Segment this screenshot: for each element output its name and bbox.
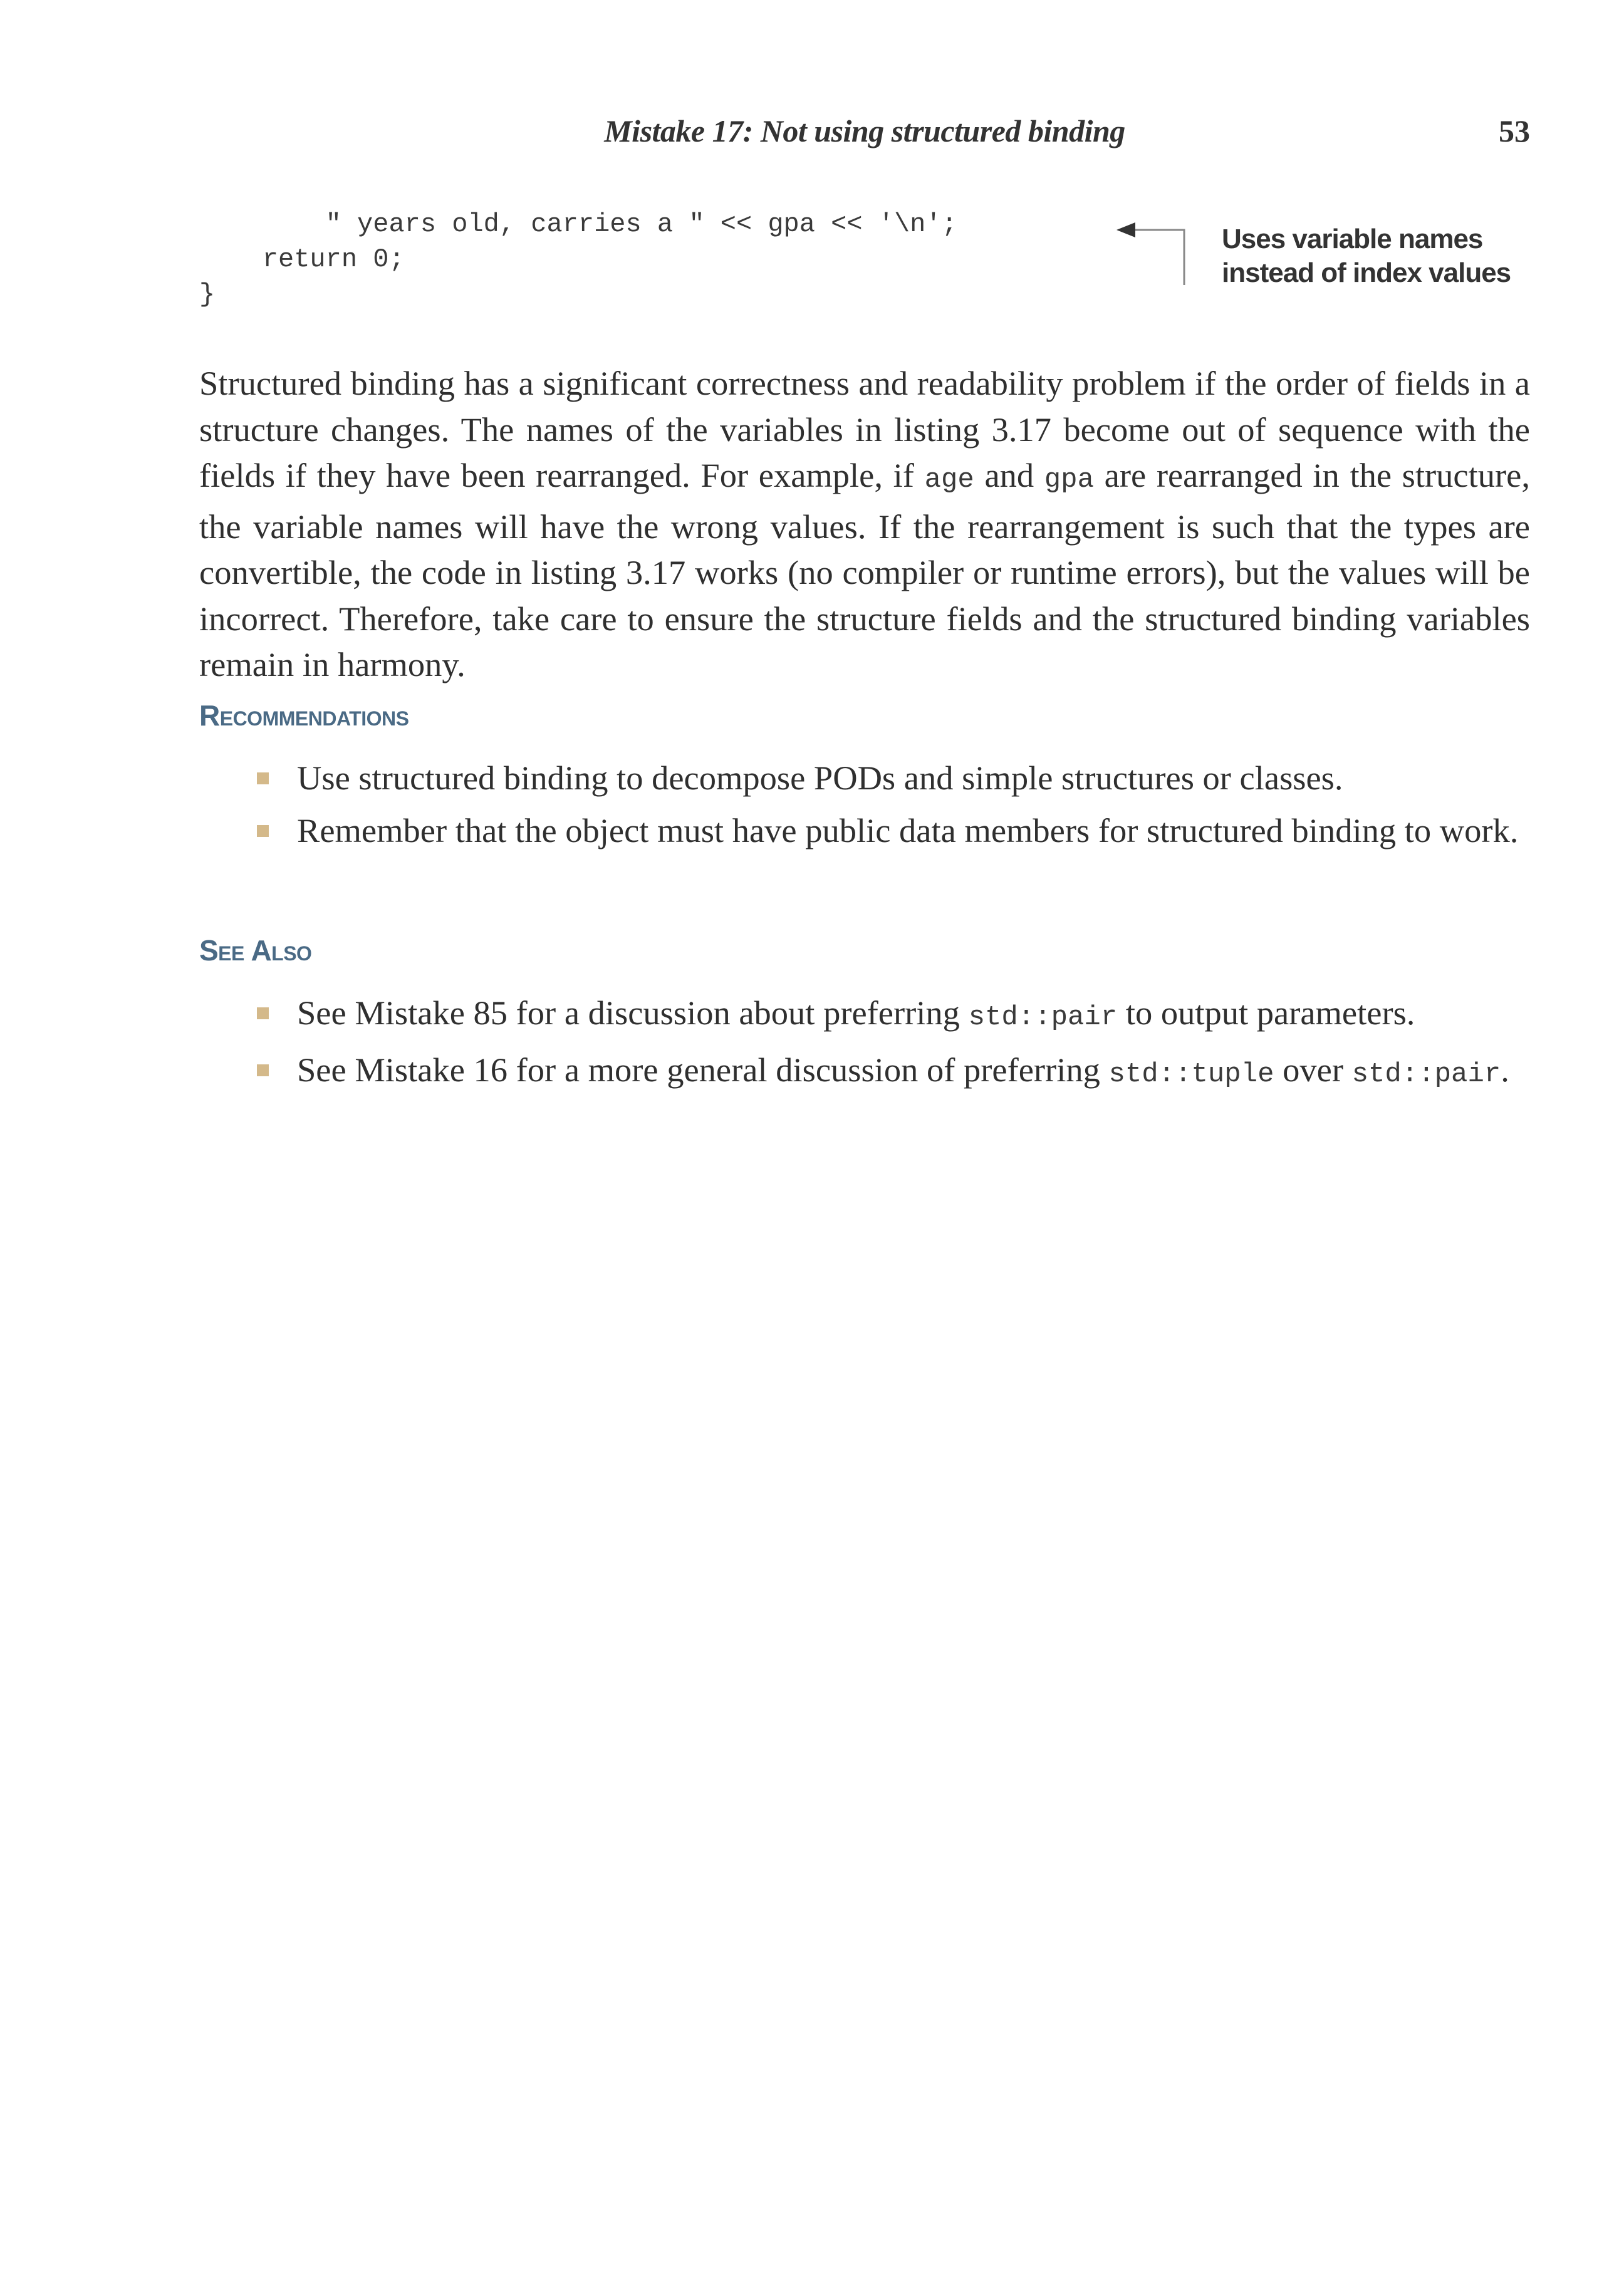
- annotation-text: [1222, 222, 1511, 290]
- square-bullet-icon: [257, 1064, 269, 1076]
- list-item-text: Use structured binding to decompose PODs and simple structures or classes.: [297, 759, 1343, 797]
- text-run: are rearranged in the structure, the variable names will have the wrong values. If the rearrangement is such that the types are convertible, the code in listing 3.17 works (no compiler or runtime errors), but the values will be incorrect. Therefore, take care to ensure the structure fields and the structured binding variables remain in harmony.: [199, 456, 1530, 683]
- code-annotation: [1109, 216, 1548, 298]
- text-run: .: [1501, 1051, 1509, 1089]
- code-line: " years old, carries a " << gpa << '\n';: [199, 209, 957, 239]
- body-paragraph: [199, 360, 1530, 688]
- text-run: Structured binding has a significant correctness and readability problem if the order of fields in a structure changes. The names of the variables in listing 3.17 become out of sequence with the fields if they have been rearranged. For example, if: [199, 364, 1530, 494]
- recommendations-list: [199, 755, 1530, 860]
- list-item-text: Remember that the object must have public data members for structured binding to work.: [297, 811, 1519, 849]
- square-bullet-icon: [257, 772, 269, 784]
- inline-code: std::pair: [1351, 1059, 1501, 1090]
- square-bullet-icon: [257, 1007, 269, 1019]
- list-item: [199, 808, 1530, 854]
- code-listing: [199, 207, 957, 312]
- code-line: }: [199, 279, 216, 309]
- see-also-heading: See Also: [199, 934, 312, 967]
- inline-code: gpa: [1044, 464, 1094, 496]
- chapter-title: Mistake 17: Not using structured binding: [604, 113, 1125, 148]
- text-run: and: [974, 456, 1044, 494]
- annotation-line: instead of index values: [1222, 257, 1511, 288]
- list-item: [199, 990, 1530, 1041]
- annotation-line: Uses variable names: [1222, 224, 1483, 254]
- running-head: [199, 113, 1530, 163]
- inline-code: std::pair: [968, 1002, 1118, 1033]
- see-also-list: [199, 990, 1530, 1104]
- inline-code: age: [924, 464, 974, 496]
- list-item: [199, 1047, 1530, 1098]
- recommendations-heading: Recommendations: [199, 699, 409, 732]
- arrow-left-icon: [1109, 216, 1222, 298]
- square-bullet-icon: [257, 825, 269, 837]
- text-run: to output parameters.: [1117, 994, 1415, 1032]
- code-line: return 0;: [199, 244, 405, 274]
- list-item: [199, 755, 1530, 801]
- text-run: See Mistake 85 for a discussion about preferring: [297, 994, 969, 1032]
- text-run: over: [1274, 1051, 1352, 1089]
- text-run: See Mistake 16 for a more general discussion of preferring: [297, 1051, 1109, 1089]
- inline-code: std::tuple: [1108, 1059, 1274, 1090]
- page-number: 53: [1499, 113, 1530, 148]
